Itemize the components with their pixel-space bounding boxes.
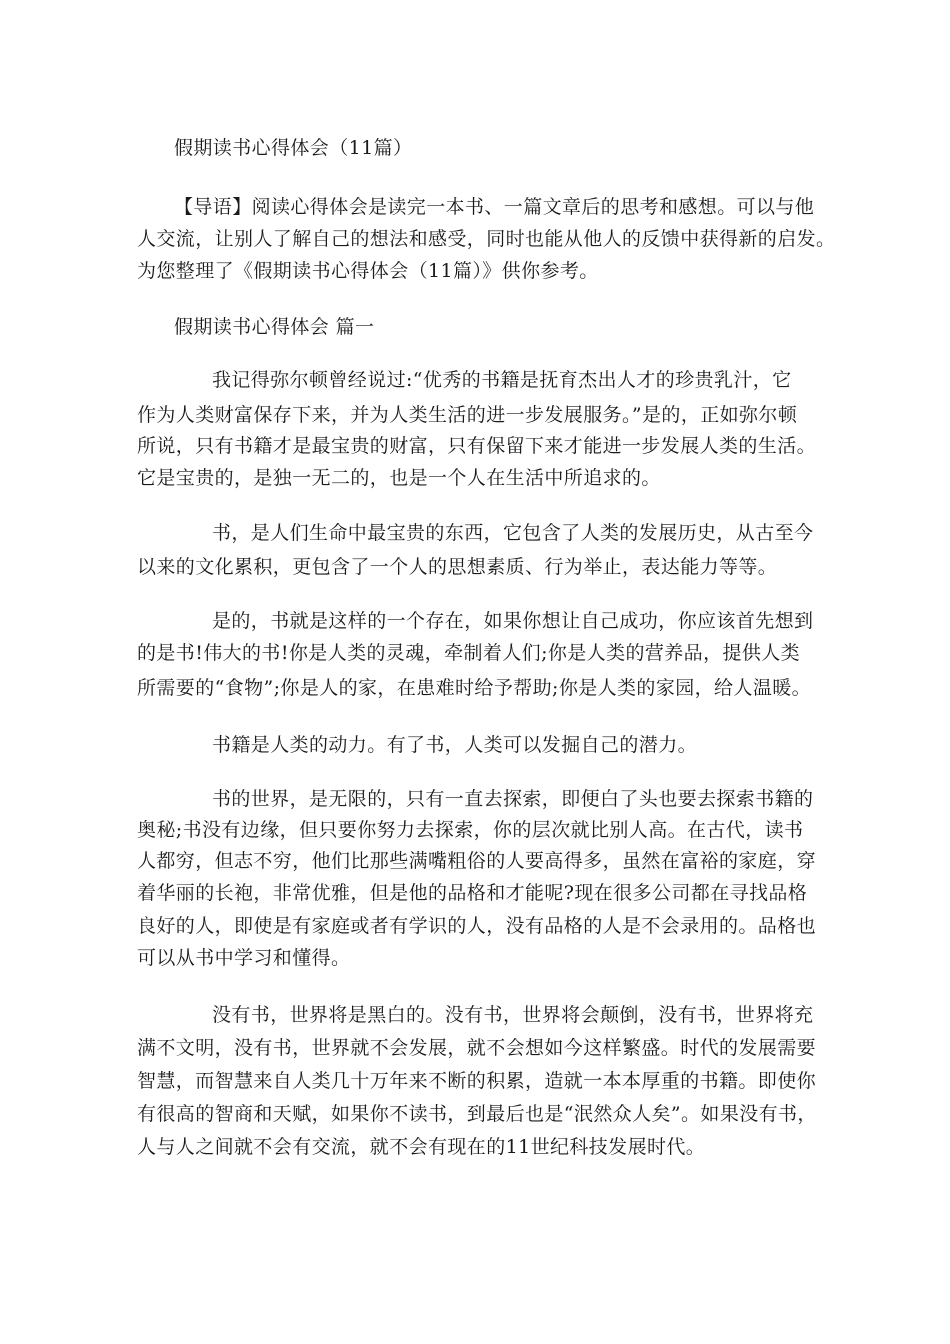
document-title: 假期读书心得体会（11篇）	[174, 137, 413, 159]
paragraph-line: 它是宝贵的，是独一无二的，也是一个人在生活中所追求的。	[137, 467, 661, 489]
section-heading: 假期读书心得体会 篇一	[174, 316, 375, 338]
intro-line: 【导语】阅读心得体会是读完一本书、一篇文章后的思考和感想。可以与他	[174, 196, 815, 218]
paragraph-line: 没有书，世界将是黑白的。没有书，世界将会颠倒，没有书，世界将充	[212, 1004, 814, 1026]
paragraph-line: 作为人类财富保存下来，并为人类生活的进一步发展服务。”是的，正如弥尔顿	[137, 404, 798, 426]
paragraph-line: 良好的人，即使是有家庭或者有学识的人，没有品格的人是不会录用的。品格也	[137, 915, 817, 937]
paragraph-line: 的是书!伟大的书!你是人类的灵魂，牵制着人们;你是人类的营养品，提供人类	[137, 642, 801, 664]
paragraph-line: 有很高的智商和天赋，如果你不读书，到最后也是“泯然众人矣”。如果没有书，	[137, 1103, 817, 1125]
paragraph-line: 书的世界，是无限的，只有一直去探索，即便白了头也要去探索书籍的	[212, 788, 814, 810]
paragraph-line: 是的，书就是这样的一个存在，如果你想让自己成功，你应该首先想到	[212, 610, 814, 632]
paragraph-line: 所说，只有书籍才是最宝贵的财富，只有保留下来才能进一步发展人类的生活。	[137, 435, 817, 457]
intro-line: 人交流，让别人了解自己的想法和感受，同时也能从他人的反馈中获得新的启发。	[137, 228, 836, 250]
paragraph-line: 书籍是人类的动力。有了书，人类可以发掘自己的潜力。	[212, 734, 698, 756]
paragraph-line: 可以从书中学习和懂得。	[137, 947, 351, 969]
paragraph-line: 书，是人们生命中最宝贵的东西，它包含了人类的发展历史，从古至今	[212, 522, 814, 544]
paragraph-line: 我记得弥尔顿曾经说过:“优秀的书籍是抚育杰出人才的珍贵乳汁，它	[212, 369, 792, 391]
paragraph-line: 人都穷，但志不穷，他们比那些满嘴粗俗的人要高得多，虽然在富裕的家庭，穿	[137, 850, 817, 872]
paragraph-line: 着华丽的长袍，非常优雅，但是他的品格和才能呢?现在很多公司都在寻找品格	[137, 882, 808, 904]
intro-line: 为您整理了《假期读书心得体会（11篇）》供你参考。	[137, 260, 599, 282]
paragraph-line: 所需要的“食物”;你是人的家，在患难时给予帮助;你是人类的家园，给人温暖。	[137, 677, 812, 699]
paragraph-line: 满不文明，没有书，世界就不会发展，就不会想如今这样繁盛。时代的发展需要	[137, 1037, 817, 1059]
paragraph-line: 奥秘;书没有边缘，但只要你努力去探索，你的层次就比别人高。在古代，读书	[137, 819, 804, 841]
paragraph-line: 智慧，而智慧来自人类几十万年来不断的积累，造就一本本厚重的书籍。即使你	[137, 1070, 817, 1092]
paragraph-line: 以来的文化累积，更包含了一个人的思想素质、行为举止，表达能力等等。	[137, 556, 778, 578]
paragraph-line: 人与人之间就不会有交流，就不会有现在的11世纪科技发展时代。	[137, 1136, 706, 1158]
